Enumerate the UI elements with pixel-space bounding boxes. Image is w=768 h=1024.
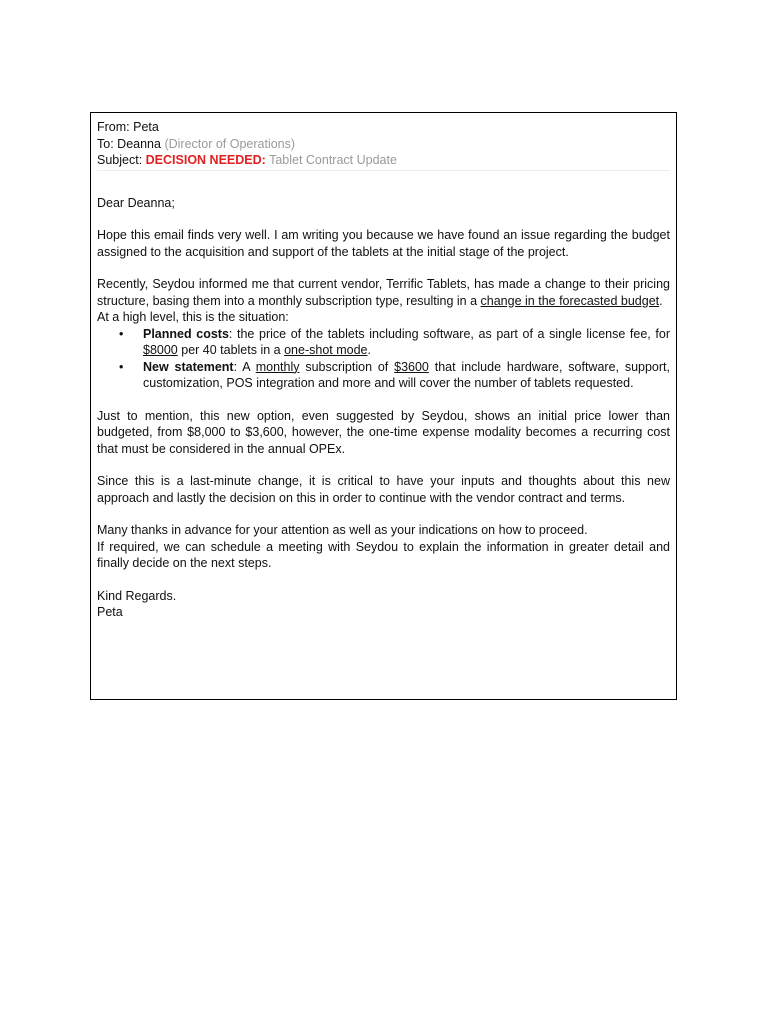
paragraph-price-comparison: Just to mention, this new option, even suggested by Seydou, shows an initial price lower than budgeted, from $8,000 to $3,600, however, the one-time expense modality becomes a recurring cost that must be considered in the annual OPEx.	[97, 408, 670, 456]
to-label: To:	[97, 136, 114, 151]
subject-text: Tablet Contract Update	[269, 153, 397, 167]
email-document	[90, 112, 677, 700]
situation-list	[97, 326, 670, 392]
list-item-planned-costs	[119, 326, 670, 359]
greeting: Dear Deanna;	[97, 195, 175, 210]
planned-costs-text-1: : the price of the tablets including software, as part of a single license fee, for	[228, 326, 670, 341]
one-shot-mode-underline: one-shot mode	[284, 343, 368, 357]
monthly-underline: monthly	[255, 359, 300, 374]
bullet-dot: •	[119, 326, 124, 341]
paragraph-vendor-change	[97, 276, 670, 309]
forecast-budget-underline: change in the forecasted budget	[480, 293, 660, 308]
new-statement-text-1: : A	[233, 359, 256, 374]
new-statement-text-3: that include hardware, software, support, customization, POS integration and more and will cover the number of tablets requested.	[143, 359, 670, 390]
signature: Peta	[97, 605, 123, 619]
paragraph-thanks: Many thanks in advance for your attention as well as your indications on how to proceed.	[97, 523, 588, 537]
from-label: From:	[97, 120, 130, 134]
to-role: (Director of Operations)	[164, 136, 296, 151]
planned-costs-text-3: .	[367, 343, 371, 357]
from-line	[97, 119, 670, 136]
to-name: Deanna	[117, 136, 161, 151]
vendor-change-text: Recently, Seydou informed me that current vendor, Terrific Tablets, has made a change to their pricing structure, basing them into a monthly subscription type, resulting in a	[97, 277, 670, 308]
vendor-change-end: .	[659, 293, 663, 308]
new-statement-amount: $3600	[394, 359, 429, 374]
to-line	[97, 136, 670, 153]
paragraph-meeting: If required, we can schedule a meeting with Seydou to explain the information in greater detail and finally decide on the next steps.	[97, 539, 670, 570]
subject-line	[97, 152, 670, 169]
new-statement-title: New statement	[143, 359, 234, 374]
paragraph-last-minute-change: Since this is a last-minute change, it is critical to have your inputs and thoughts about this new approach and lastly the decision on this in order to continue with the vendor contract and terms.	[97, 474, 670, 505]
new-statement-text-2: subscription of	[299, 359, 395, 374]
paragraph-intro: Hope this email finds very well. I am writing you because we have found an issue regarding the budget assigned to the acquisition and support of the tablets at the initial stage of the project.	[97, 228, 670, 259]
list-item-new-statement	[119, 359, 670, 392]
from-value: Peta	[133, 120, 159, 134]
closing: Kind Regards.	[97, 588, 177, 603]
subject-urgent-tag: DECISION NEEDED:	[145, 153, 266, 167]
bullet-dot: •	[119, 359, 124, 374]
paragraph-situation-intro: At a high level, this is the situation:	[97, 310, 289, 324]
subject-label: Subject:	[97, 153, 143, 167]
planned-costs-amount: $8000	[143, 343, 178, 357]
planned-costs-title: Planned costs	[143, 326, 229, 341]
planned-costs-text-2: per 40 tablets in a	[177, 343, 285, 357]
header-divider	[97, 170, 670, 171]
